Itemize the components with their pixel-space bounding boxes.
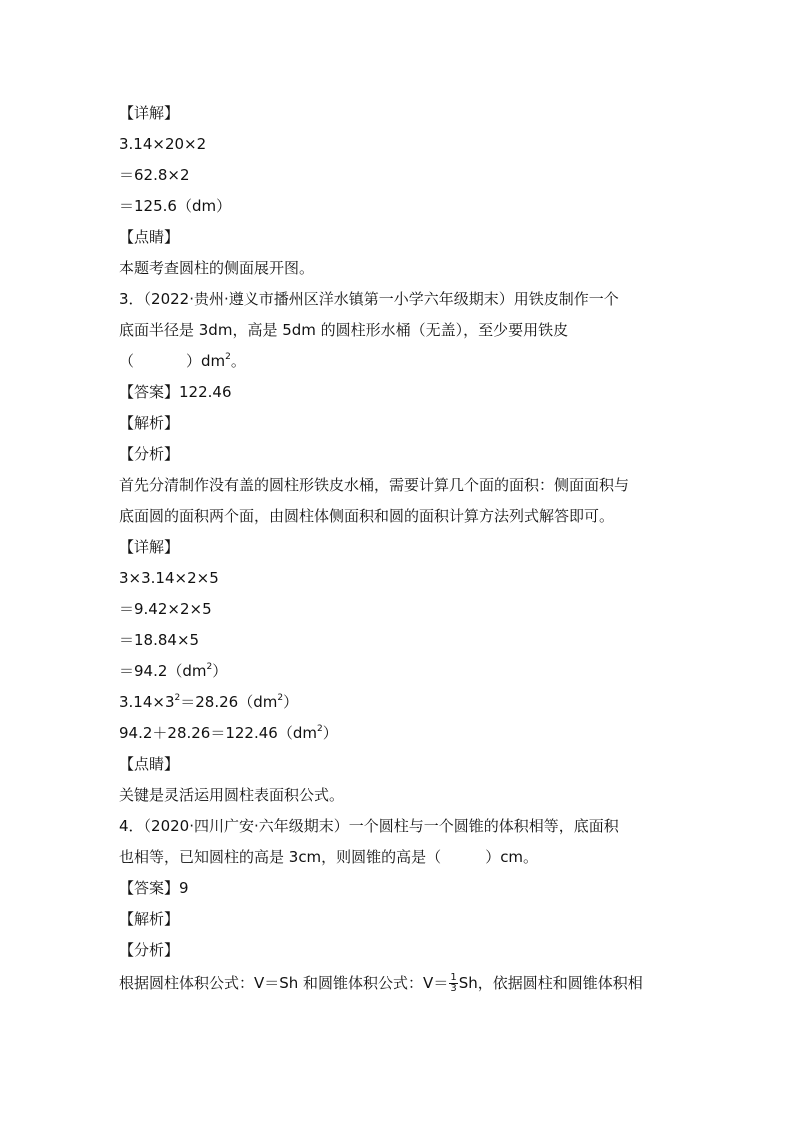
analysis-text-part: 根据圆柱体积公式：V＝Sh 和圆锥体积公式：V＝ [119, 974, 449, 992]
comment-text: 关键是灵活运用圆柱表面积公式。 [119, 786, 345, 804]
answer-label: 【答案】 [119, 879, 180, 897]
comment-text: 本题考查圆柱的侧面展开图。 [119, 259, 315, 277]
superscript: 2 [174, 693, 181, 703]
question-4-line-1: 4．（2020·四川广安·六年级期末）一个圆柱与一个圆锥的体积相等，底面积 [119, 817, 619, 835]
calc-text: ） [322, 724, 338, 742]
superscript: 2 [277, 693, 284, 703]
analysis-text [119, 973, 643, 994]
calc-line [119, 723, 338, 743]
calc-text: ＝28.26（dm [180, 693, 278, 711]
calc-line: ＝62.8×2 [119, 166, 190, 184]
fraction-numerator: 1 [450, 972, 457, 983]
calc-text: ） [212, 662, 228, 680]
question-3-line-3 [119, 351, 246, 371]
superscript: 2 [316, 724, 323, 734]
comment-header: 【点睛】 [119, 755, 180, 773]
superscript: 2 [206, 662, 213, 672]
detail-header: 【详解】 [119, 104, 180, 122]
analysis-subheader: 【分析】 [119, 941, 180, 959]
analysis-text-part: Sh，依据圆柱和圆锥体积相 [458, 974, 643, 992]
analysis-text: 底面圆的面积两个面，由圆柱体侧面积和圆的面积计算方法列式解答即可。 [119, 507, 615, 525]
calc-text: 3.14×3 [119, 693, 175, 711]
analysis-text: 首先分清制作没有盖的圆柱形铁皮水桶，需要计算几个面的面积：侧面面积与 [119, 476, 630, 494]
calc-text: ＝94.2（dm [119, 662, 207, 680]
answer-value: 122.46 [179, 383, 232, 401]
calc-text: 94.2＋28.26＝122.46（dm [119, 724, 317, 742]
calc-line: 3×3.14×2×5 [119, 569, 219, 587]
fraction-denominator: 3 [450, 983, 457, 994]
superscript: 2 [225, 352, 231, 362]
answer-label: 【答案】 [119, 383, 180, 401]
calc-line: ＝18.84×5 [119, 631, 200, 649]
open-paren: （ [119, 352, 135, 370]
calc-line [119, 692, 298, 712]
answer-line [119, 878, 189, 898]
question-3-line-2: 底面半径是 3dm，高是 5dm 的圆柱形水桶（无盖），至少要用铁皮 [119, 321, 569, 339]
question-4-line-2 [119, 847, 538, 867]
answer-line [119, 382, 232, 402]
question-text: 也相等，已知圆柱的高是 3cm，则圆锥的高是（ [119, 848, 442, 866]
calc-line: ＝9.42×2×5 [119, 600, 212, 618]
comment-header: 【点睛】 [119, 228, 180, 246]
question-text: ）cm。 [485, 848, 539, 866]
fraction-one-third [449, 973, 457, 994]
question-3-line-1: 3．（2022·贵州·遵义市播州区洋水镇第一小学六年级期末）用铁皮制作一个 [119, 290, 619, 308]
calc-line: ＝125.6（dm） [119, 197, 232, 215]
answer-value: 9 [179, 879, 189, 897]
calc-line: 3.14×20×2 [119, 135, 207, 153]
analysis-header: 【解析】 [119, 414, 180, 432]
period: 。 [230, 352, 246, 370]
calc-text: ） [283, 693, 299, 711]
close-paren-unit: ）dm [186, 352, 226, 370]
calc-line [119, 661, 227, 681]
analysis-subheader: 【分析】 [119, 445, 180, 463]
detail-header: 【详解】 [119, 538, 180, 556]
analysis-header: 【解析】 [119, 910, 180, 928]
